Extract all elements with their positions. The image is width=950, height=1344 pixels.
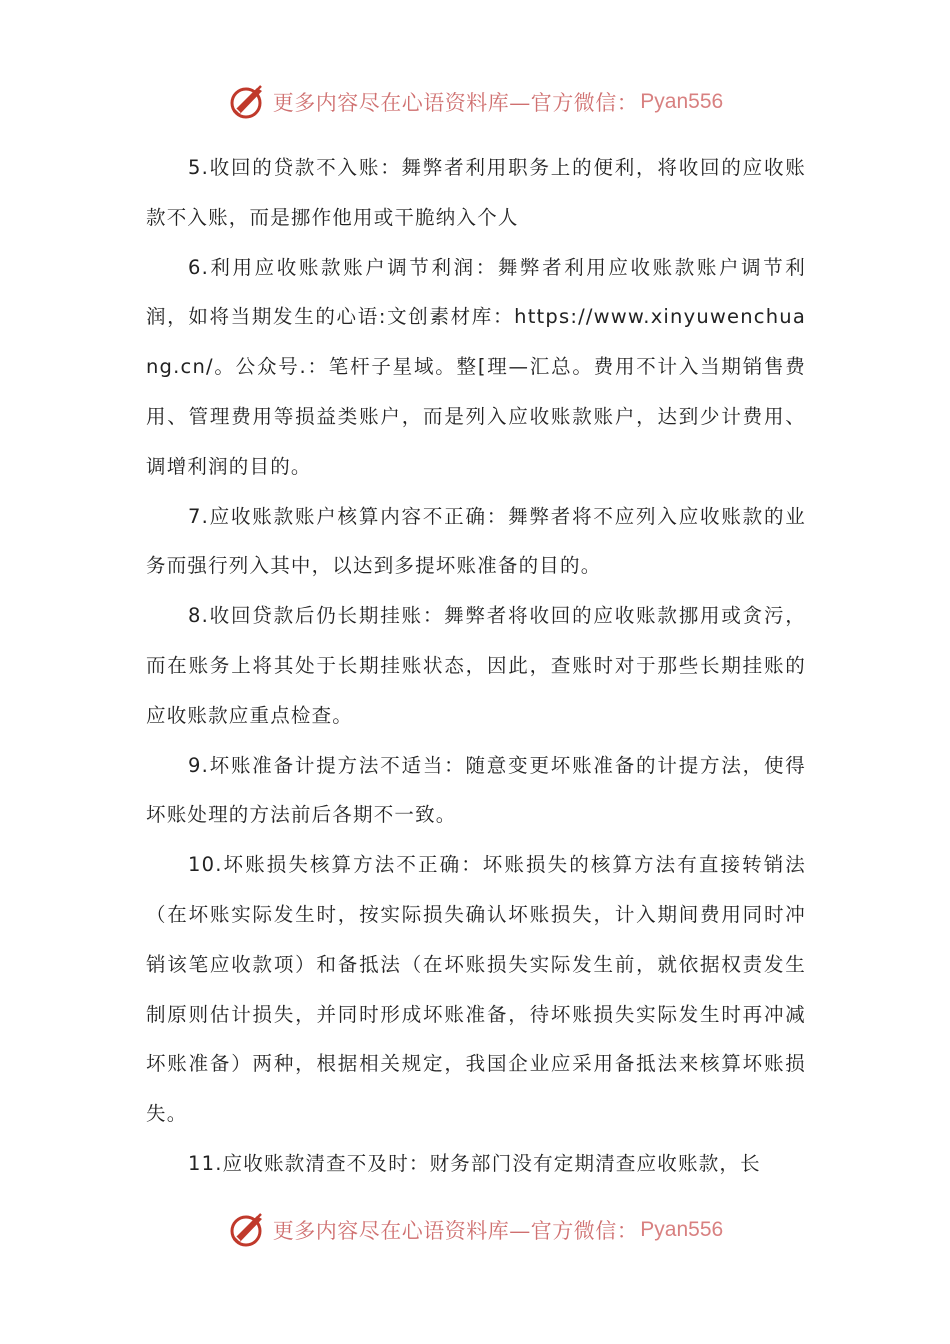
paragraph-11 [146, 1139, 806, 1189]
paragraph-9 [146, 741, 806, 841]
pen-circle-logo-icon [227, 82, 267, 122]
banner-wechat-id: Pyan556 [640, 1218, 724, 1241]
paragraph-text: 10.坏账损失核算方法不正确：坏账损失的核算方法有直接转销法（在坏账实际发生时，按实际损失确认坏账损失，计入期间费用同时冲销该笔应收款项）和备抵法（在坏账损失实际发生前，就依据权责发生制原则估计损失，并同时形成坏账准备，待坏账损失实际发生时再冲减坏账准备）两种，根据相关规定，我国企业应采用备抵法来核算坏账损失。 [146, 853, 806, 1126]
paragraph-7 [146, 492, 806, 592]
pen-circle-logo-icon [227, 1210, 267, 1250]
paragraph-text: 7.应收账款账户核算内容不正确：舞弊者将不应列入应收账款的业务而强行列入其中，以达到多提坏账准备的目的。 [146, 504, 806, 578]
paragraph-text: 11.应收账款清查不及时：财务部门没有定期清查应收账款，长 [188, 1151, 761, 1175]
paragraph-6 [146, 243, 806, 492]
paragraph-5 [146, 143, 806, 243]
paragraph-8 [146, 591, 806, 740]
paragraph-text: 9.坏账准备计提方法不适当：随意变更坏账准备的计提方法，使得坏账处理的方法前后各期不一致。 [146, 753, 806, 827]
banner-wechat-id: Pyan556 [640, 90, 724, 113]
banner-text: 更多内容尽在心语资料库—官方微信： [272, 91, 639, 115]
paragraph-text: 8.收回贷款后仍长期挂账：舞弊者将收回的应收账款挪用或贪污，而在账务上将其处于长期挂账状态，因此，查账时对于那些长期挂账的应收账款应重点检查。 [146, 604, 806, 727]
header-banner [0, 80, 950, 124]
paragraph-10 [146, 840, 806, 1139]
document-body [146, 143, 806, 1189]
paragraph-text: 6.利用应收账款账户调节利润：舞弊者利用应收账款账户调节利润，如将当期发生的心语:文创素材库：https://www.xinyuwenchuang.cn/。公众号.：笔杆子星域。整[理—汇总。费用不计入当期销售费用、管理费用等损益类账户，而是列入应收账款账户，达到少计费用、调增利润的目的。 [146, 255, 806, 478]
banner-text: 更多内容尽在心语资料库—官方微信： [272, 1219, 639, 1243]
paragraph-text: 5.收回的贷款不入账：舞弊者利用职务上的便利，将收回的应收账款不入账，而是挪作他用或干脆纳入个人 [146, 156, 806, 229]
footer-banner [0, 1208, 950, 1252]
